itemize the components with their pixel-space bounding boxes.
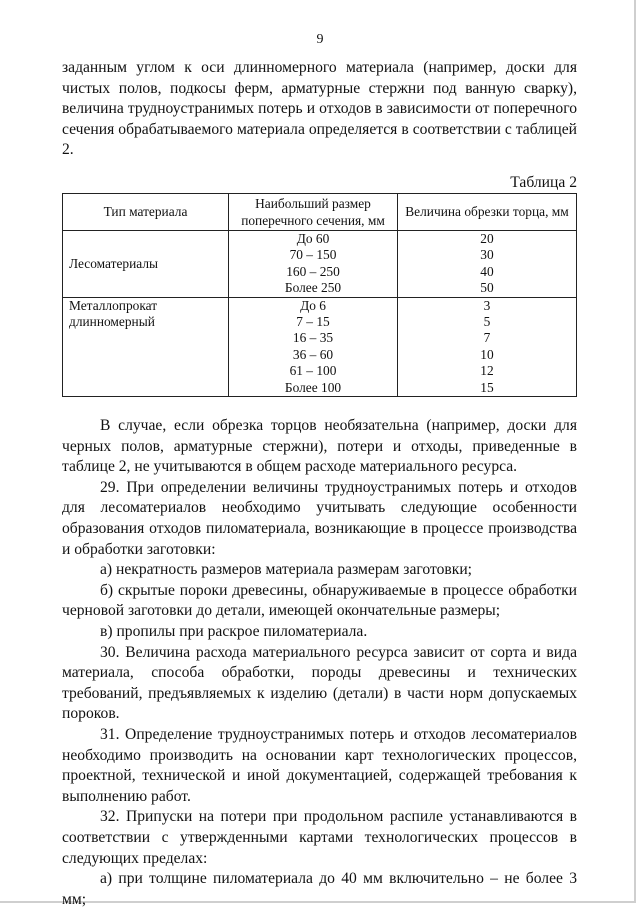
trim-value: 10 [480, 346, 494, 362]
paragraph: В случае, если обрезка торцов необязательна (например, доски для черных полов, арматурные стержни), потери и отходы, приведенные в таблице 2, не учитываются в общем расходе материального ресурса. [62, 417, 577, 476]
size-value: 61 – 100 [289, 363, 337, 379]
page-number: 9 [316, 32, 324, 47]
sizes-cell [229, 297, 398, 396]
trim-value: 15 [480, 379, 494, 395]
trim-value: 40 [480, 263, 494, 279]
list-item: б) скрытые пороки древесины, обнаруживаемые в процессе обработки черновой заготовки до детали, имеющей окончательные размеры; [62, 581, 577, 620]
loss-table [62, 193, 577, 397]
table-header-row [63, 193, 577, 230]
size-value: Более 100 [284, 379, 342, 395]
size-value: Более 250 [284, 280, 342, 296]
list-item: в) пропилы при раскрое пиломатериала. [100, 622, 368, 640]
table-row [63, 230, 577, 297]
trims-cell [398, 297, 577, 396]
size-value: 7 – 15 [296, 314, 330, 329]
trim-value: 30 [480, 247, 494, 263]
material-cell: Лесоматериалы [63, 230, 229, 297]
paragraph-32: 32. Припуски на потери при продольном распиле устанавливаются в соответствии с утвержденными картами технологических процессов в следующих пределах: [62, 808, 577, 867]
trim-value: 20 [480, 230, 494, 246]
sizes-cell [229, 230, 398, 297]
size-value: 160 – 250 [286, 263, 340, 279]
header-trim-size: Величина обрезки торца, мм [398, 193, 577, 230]
trims-cell [398, 230, 577, 297]
list-item: а) некратность размеров материала размерам заготовки; [100, 561, 473, 579]
list-item: а) при толщине пиломатериала до 40 мм включительно – не более 3 мм; [62, 870, 577, 908]
size-value: 70 – 150 [289, 247, 337, 263]
material-cell: Металлопрокат длинномерный [63, 297, 229, 396]
trim-value: 7 [483, 330, 491, 346]
trim-value: 5 [483, 314, 491, 329]
size-value: До 60 [296, 230, 330, 246]
trim-value: 12 [480, 363, 494, 379]
intro-paragraph: заданным углом к оси длинномерного материала (например, доски для чистых полов, подкосы ферм, арматурные стержни под ванную сварку), величина трудноустранимых потерь и отходов в зависимости от поперечного сечения обрабатываемого материала определяется в соответствии с таблицей 2. [62, 59, 577, 159]
trim-value: 50 [480, 280, 494, 296]
paragraph-31: 31. Определение трудноустранимых потерь и отходов лесоматериалов необходимо производить на основании карт технологических процессов, проектной, технической и иной документацией, содержащей требования к выполнению работ. [62, 725, 577, 805]
paragraph-29: 29. При определении величины трудноустранимых потерь и отходов для лесоматериалов необходимо учитывать следующие особенности образования отходов пиломатериала, возникающие в процессе производства и обработки заготовки: [62, 478, 577, 558]
trim-value: 3 [483, 297, 491, 313]
header-material-type: Тип материала [63, 193, 229, 230]
body-paragraphs [62, 416, 577, 910]
size-value: До 6 [300, 297, 326, 313]
table-caption: Таблица 2 [510, 173, 577, 191]
header-cross-section: Наибольший размер поперечного сечения, мм [229, 193, 398, 230]
size-value: 16 – 35 [292, 330, 334, 346]
size-value: 36 – 60 [292, 346, 334, 362]
document-body [62, 58, 577, 910]
paragraph-30: 30. Величина расхода материального ресурса зависит от сорта и вида материала, способа обработки, породы древесины и технических требований, предъявляемых к изделию (детали) в части норм допускаемых пороков. [62, 643, 577, 723]
table-row [63, 297, 577, 396]
